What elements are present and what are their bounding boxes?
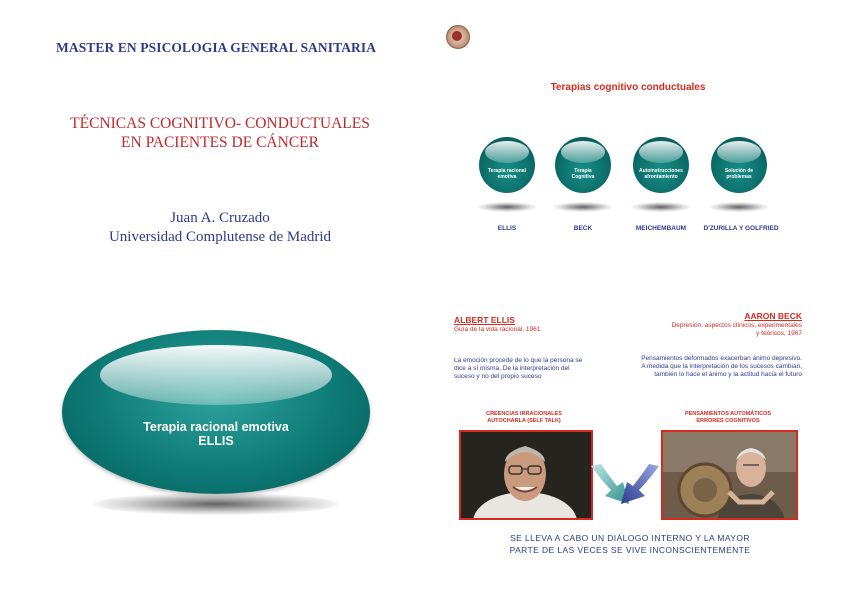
sphere-shadow — [477, 202, 537, 212]
sphere-label-line1: Terapia racional — [488, 168, 526, 174]
sphere-highlight — [717, 141, 761, 163]
pensamientos-line1: PENSAMIENTOS AUTOMÁTICOS — [684, 411, 772, 417]
dialog-statement — [470, 532, 790, 556]
sphere-label-line2: emotiva — [497, 174, 517, 180]
beck-description: Pensamientos deformados exacerban ánimo depresivo. A medida que la interpretación de los sucesos cambian, también lo hace el ánimo y la actitud hacia el futuro — [641, 355, 802, 378]
sphere-label-line1: Terapia — [574, 168, 592, 174]
therapy-author: MEICHEMBAUM — [635, 225, 687, 232]
creencias-line2: AUTOCHARLA (SELF TALK) — [487, 418, 561, 424]
sphere-highlight — [639, 141, 683, 163]
ellis-photo — [459, 430, 593, 520]
ellipse-label — [62, 420, 370, 448]
ellipse-shadow — [92, 493, 340, 515]
sphere-shadow — [709, 202, 769, 212]
beck-photo — [661, 430, 798, 520]
dialog-line2: PARTE DE LAS VECES SE VIVE INCONSCIENTEMENTE — [509, 545, 751, 555]
sphere-label-line1: Autoinstrucciones — [639, 168, 683, 174]
creencias-label — [456, 411, 592, 425]
ellipse-label-line1: Terapia racional emotiva — [143, 420, 289, 434]
sphere-highlight — [561, 141, 605, 163]
ellipse-label-line2: ELLIS — [198, 434, 234, 448]
talk-title-line2: EN PACIENTES DE CÁNCER — [121, 134, 319, 151]
ellis-name: ALBERT ELLIS — [454, 315, 515, 325]
author-affiliation: Universidad Complutense de Madrid — [108, 229, 332, 245]
pensamientos-line2: ERRORES COGNITIVOS — [696, 418, 760, 424]
dialog-line1: SE LLEVA A CABO UN DIÁLOGO INTERNO Y LA MAYOR — [510, 533, 750, 543]
therapy-author: BECK — [573, 225, 593, 232]
creencias-line1: CREENCIAS IRRACIONALES — [486, 411, 562, 417]
author-block — [40, 209, 400, 247]
therapy-sphere-label — [633, 168, 689, 180]
sphere-label-line1: Solución de — [724, 168, 754, 174]
talk-title-line1: TÉCNICAS COGNITIVO- CONDUCTUALES — [70, 115, 370, 132]
therapies-title: Terapias cognitivo conductuales — [550, 82, 706, 93]
therapy-sphere-label — [711, 168, 767, 180]
beck-name: AARON BECK — [744, 311, 802, 321]
therapy-author: ELLIS — [497, 225, 517, 232]
author-name: Juan A. Cruzado — [170, 210, 270, 226]
sphere-label-line2: Cognitiva — [571, 174, 595, 180]
ellis-description: La emoción procede de lo que la persona se dice a sí misma. De la interpretación del suceso y no del propio suceso — [454, 357, 583, 380]
ellis-portrait-illustration — [461, 432, 591, 518]
talk-title — [40, 114, 400, 152]
beck-portrait-illustration — [663, 432, 796, 518]
ellis-subtitle: Guía de la vida racional, 1961 — [454, 326, 541, 333]
sphere-label-line2: problemas — [726, 174, 752, 180]
master-title: MASTER EN PSICOLOGIA GENERAL SANITARIA — [56, 40, 377, 55]
sphere-label-line2: afrontamiento — [644, 174, 678, 180]
therapy-sphere-label — [555, 168, 611, 180]
seal-center — [452, 31, 462, 41]
pensamientos-label — [660, 411, 796, 425]
beck-subtitle — [630, 322, 802, 338]
therapy-sphere-label — [479, 168, 535, 180]
sphere-shadow — [631, 202, 691, 212]
therapy-author: D'ZURILLA Y GOLFRIED — [703, 225, 779, 232]
beck-subtitle-line1: Depresión: aspectos clínicos, experimentales — [671, 322, 802, 329]
exchange-arrows-icon — [589, 462, 661, 510]
sphere-shadow — [553, 202, 613, 212]
ellipse-highlight — [100, 345, 332, 405]
beck-subtitle-line2: y teóricos, 1967 — [756, 330, 802, 337]
sphere-highlight — [485, 141, 529, 163]
